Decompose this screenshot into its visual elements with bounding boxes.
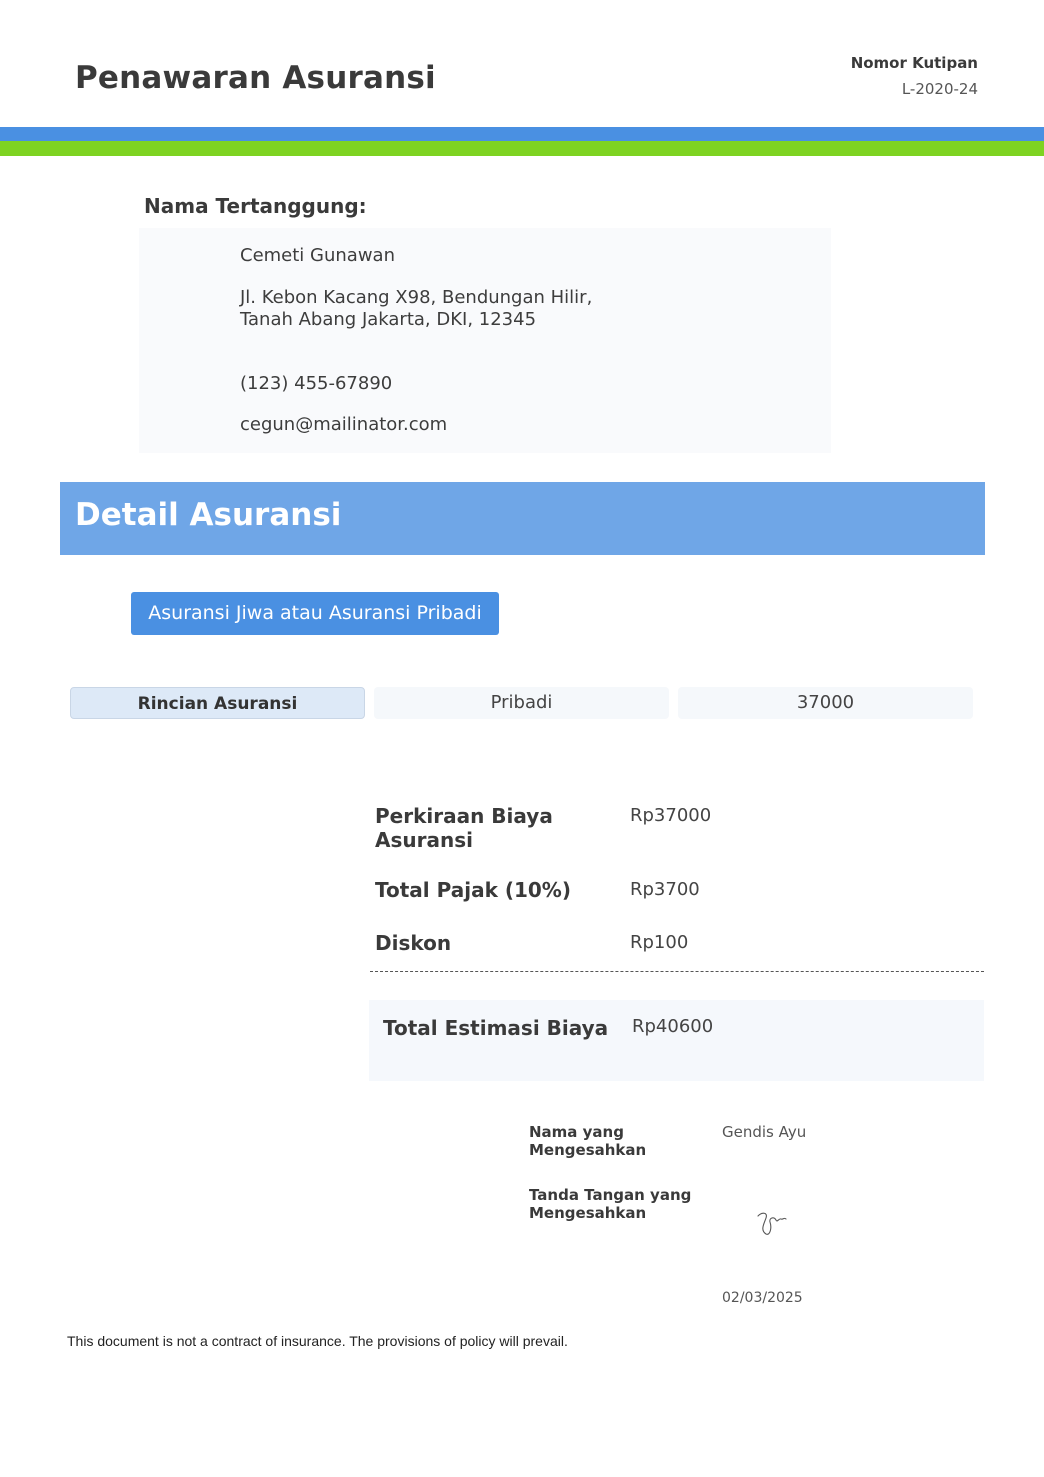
total-label: Total Estimasi Biaya — [383, 1016, 609, 1040]
page-title: Penawaran Asuransi — [75, 60, 436, 96]
insured-phone: (123) 455-67890 — [240, 373, 393, 394]
quote-number-value: L-2020-24 — [901, 80, 978, 98]
quote-number-label: Nomor Kutipan — [850, 54, 978, 72]
detail-section-title: Detail Asuransi — [75, 497, 342, 533]
detail-row-label: Rincian Asuransi — [70, 687, 365, 719]
tax-label: Total Pajak (10%) — [375, 878, 571, 902]
estimate-label: Perkiraan Biaya Asuransi — [375, 804, 553, 852]
header-divider-blue — [0, 127, 1044, 141]
authorizer-signature-label: Tanda Tangan yang Mengesahkan — [529, 1186, 692, 1222]
insured-address: Jl. Kebon Kacang X98, Bendungan Hilir, Tanah Abang Jakarta, DKI, 12345 — [240, 287, 593, 330]
signature-image — [752, 1206, 792, 1238]
insured-name: Cemeti Gunawan — [240, 245, 395, 266]
insured-email: cegun@mailinator.com — [240, 414, 448, 435]
total-box — [369, 1000, 984, 1081]
insurance-type-button[interactable]: Asuransi Jiwa atau Asuransi Pribadi — [131, 592, 499, 635]
detail-row-amount: 37000 — [678, 687, 973, 719]
header-divider-green — [0, 141, 1044, 156]
insured-label: Nama Tertanggung: — [144, 194, 367, 218]
discount-value: Rp100 — [630, 932, 689, 953]
authorizer-name-label: Nama yang Mengesahkan — [529, 1123, 647, 1159]
discount-label: Diskon — [375, 931, 452, 955]
disclaimer-text: This document is not a contract of insurance. The provisions of policy will prevail. — [67, 1333, 568, 1349]
total-value: Rp40600 — [632, 1016, 714, 1037]
detail-row-category: Pribadi — [374, 687, 669, 719]
authorizer-name-value: Gendis Ayu — [722, 1123, 807, 1141]
summary-divider — [370, 971, 984, 972]
tax-value: Rp3700 — [630, 879, 700, 900]
authorization-date: 02/03/2025 — [722, 1290, 803, 1306]
estimate-value: Rp37000 — [630, 805, 712, 826]
